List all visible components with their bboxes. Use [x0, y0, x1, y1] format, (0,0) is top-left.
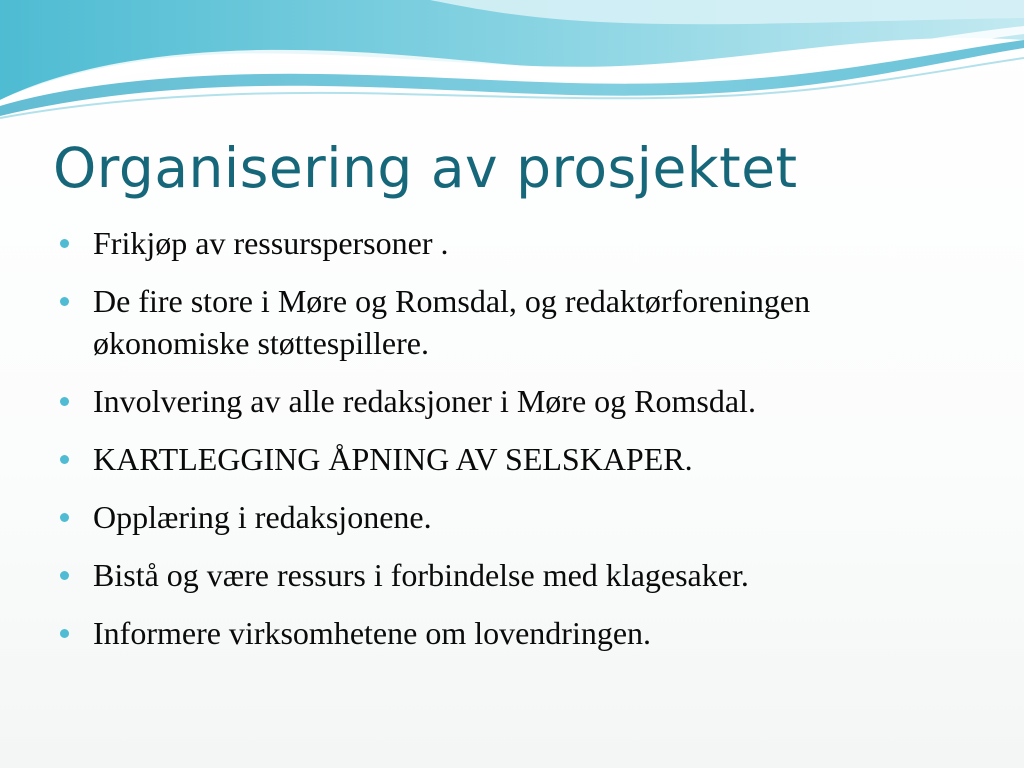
bullet-text: KARTLEGGING ÅPNING AV SELSKAPER. [93, 441, 693, 477]
bullet-list [60, 222, 960, 670]
list-item [60, 380, 960, 422]
list-item [60, 612, 960, 654]
bullet-icon [60, 455, 69, 464]
bullet-text: De fire store i Møre og Romsdal, og redaktørforeningen økonomiske støttespillere. [93, 283, 811, 361]
slide-title: Organisering av prosjektet [53, 136, 798, 200]
bullet-text: Bistå og være ressurs i forbindelse med klagesaker. [93, 557, 749, 593]
list-item [60, 222, 960, 264]
list-item [60, 554, 960, 596]
bullet-text: Informere virksomhetene om lovendringen. [93, 615, 652, 651]
bullet-icon [60, 297, 69, 306]
bullet-text: Opplæring i redaksjonene. [93, 499, 432, 535]
bullet-icon [60, 397, 69, 406]
header-wave-graphic [0, 0, 1024, 130]
bullet-icon [60, 239, 69, 248]
bullet-icon [60, 513, 69, 522]
list-item [60, 280, 960, 364]
bullet-text: Involvering av alle redaksjoner i Møre og Romsdal. [93, 383, 756, 419]
list-item [60, 496, 960, 538]
list-item [60, 438, 960, 480]
bullet-icon [60, 629, 69, 638]
bullet-text: Frikjøp av ressurspersoner . [93, 225, 449, 261]
bullet-icon [60, 571, 69, 580]
